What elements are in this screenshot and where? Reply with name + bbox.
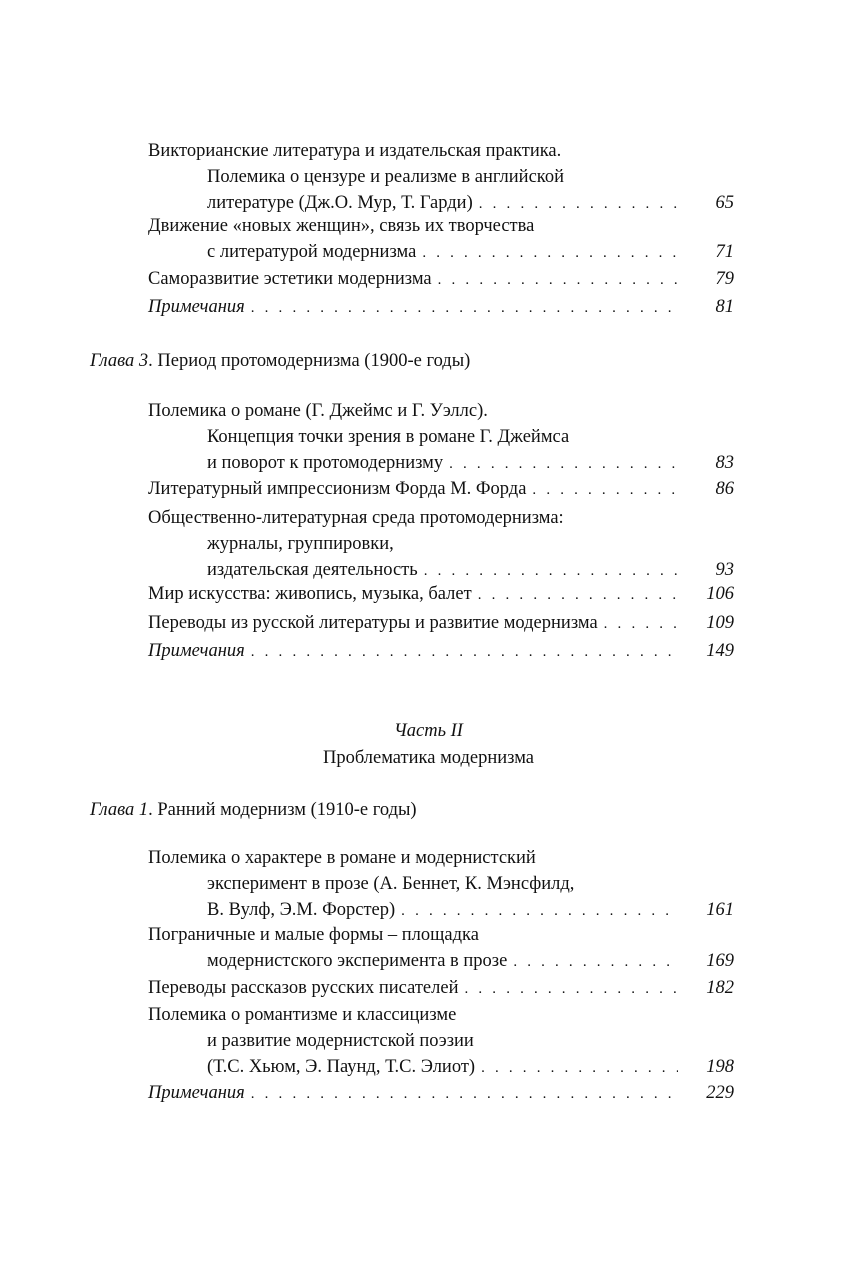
toc-entry-last-line <box>148 610 734 636</box>
toc-entry <box>148 266 734 292</box>
chapter-title: . Ранний модернизм (1910-е годы) <box>148 800 417 820</box>
toc-entry-text: с литературой модернизма <box>207 242 417 263</box>
dot-leader <box>422 240 678 266</box>
page-number: 149 <box>706 641 734 661</box>
page-number: 182 <box>706 978 734 998</box>
toc-entry <box>148 505 734 584</box>
toc-entry-last-line <box>148 948 734 974</box>
toc-entry <box>148 845 734 924</box>
toc-entry-text: Литературный импрессионизм Форда М. Форда <box>148 479 527 499</box>
toc-entry-last-line <box>148 450 734 476</box>
toc-entry-text: модернистского эксперимента в прозе <box>207 951 508 972</box>
toc-entry-last-line <box>148 294 734 320</box>
dot-leader <box>251 1081 678 1107</box>
toc-entry-last-line <box>148 975 734 1001</box>
chapter-heading <box>90 797 417 823</box>
page-number: 161 <box>706 900 734 921</box>
dot-leader <box>438 267 678 293</box>
dot-leader <box>604 611 678 637</box>
page-number: 86 <box>715 479 734 499</box>
toc-entry-last-line <box>148 239 734 265</box>
toc-entry-notes <box>148 294 734 320</box>
toc-entry <box>148 1002 734 1081</box>
toc-entry <box>148 476 734 502</box>
toc-entry-notes <box>148 638 734 664</box>
toc-entry <box>148 610 734 636</box>
dot-leader <box>401 898 678 924</box>
toc-entry-text: Переводы рассказов русских писателей <box>148 978 459 998</box>
page-number: 169 <box>706 951 734 972</box>
toc-entry <box>148 398 734 477</box>
toc-entry-text: Примечания <box>148 641 245 661</box>
toc-entry-last-line <box>148 1080 734 1106</box>
toc-entry-last-line <box>148 266 734 292</box>
toc-entry-last-line <box>148 557 734 583</box>
dot-leader <box>532 477 678 503</box>
page-number: 109 <box>706 613 734 633</box>
page-number: 83 <box>715 453 734 474</box>
dot-leader <box>465 976 679 1002</box>
toc-entry-line: Полемика о романтизме и классицизме <box>148 1005 457 1025</box>
toc-entry-line: Викторианские литература и издательская практика. <box>148 141 562 161</box>
toc-entry-line: Движение «новых женщин», связь их творчества <box>148 216 535 236</box>
toc-entry-text: В. Вулф, Э.М. Форстер) <box>207 900 396 921</box>
toc-entry-last-line <box>148 476 734 502</box>
toc-entry-text: Саморазвитие эстетики модернизма <box>148 269 432 289</box>
toc-entry-text: Примечания <box>148 1083 245 1103</box>
toc-entry <box>148 138 734 217</box>
page-number: 79 <box>715 269 734 289</box>
toc-entry-line: Концепция точки зрения в романе Г. Джеймса <box>207 427 570 448</box>
part-label: Часть II <box>394 721 463 741</box>
toc-entry-line: Пограничные и малые формы – площадка <box>148 925 479 945</box>
page-number: 71 <box>715 242 734 263</box>
toc-entry-last-line <box>148 1054 734 1080</box>
chapter-label: Глава 1 <box>90 800 149 820</box>
toc-entry-line: Полемика о характере в романе и модернистский <box>148 848 536 868</box>
dot-leader <box>251 295 678 321</box>
toc-entry-notes <box>148 1080 734 1106</box>
part-heading <box>0 718 857 772</box>
toc-entry-last-line <box>148 581 734 607</box>
page-number: 229 <box>706 1083 734 1103</box>
toc-entry-text: Переводы из русской литературы и развитие модернизма <box>148 613 598 633</box>
dot-leader <box>449 451 678 477</box>
toc-entry-line: Полемика о романе (Г. Джеймс и Г. Уэллс). <box>148 401 488 421</box>
chapter-title: . Период протомодернизма (1900-е годы) <box>148 351 471 371</box>
toc-entry-text: Мир искусства: живопись, музыка, балет <box>148 584 472 604</box>
toc-entry <box>148 213 734 265</box>
toc-entry-text: литературе (Дж.О. Мур, Т. Гарди) <box>207 193 473 214</box>
toc-entry-text: и поворот к протомодернизму <box>207 453 444 474</box>
page-number: 65 <box>715 193 734 214</box>
page-number: 93 <box>715 560 734 581</box>
page-number: 81 <box>715 297 734 317</box>
page-number: 106 <box>706 584 734 604</box>
toc-entry-text: издательская деятельность <box>207 560 418 581</box>
toc-entry <box>148 922 734 974</box>
dot-leader <box>251 639 678 665</box>
toc-entry-line: и развитие модернистской поэзии <box>207 1031 474 1052</box>
page-number: 198 <box>706 1057 734 1078</box>
toc-entry-text: (Т.С. Хьюм, Э. Паунд, Т.С. Элиот) <box>207 1057 476 1078</box>
dot-leader <box>481 1055 678 1081</box>
toc-entry-line: Общественно-литературная среда протомодернизма: <box>148 508 564 528</box>
dot-leader <box>478 582 678 608</box>
toc-entry-text: Примечания <box>148 297 245 317</box>
toc-entry-last-line <box>148 897 734 923</box>
part-title: Проблематика модернизма <box>322 748 535 768</box>
chapter-label: Глава 3 <box>90 351 149 371</box>
chapter-heading <box>90 348 470 374</box>
toc-entry <box>148 581 734 607</box>
toc-entry-line: Полемика о цензуре и реализме в английской <box>207 167 564 188</box>
dot-leader <box>513 949 678 975</box>
toc-entry-last-line <box>148 638 734 664</box>
toc-entry-line: журналы, группировки, <box>207 534 394 555</box>
toc-entry-line: эксперимент в прозе (А. Беннет, К. Мэнсфилд, <box>207 874 575 895</box>
toc-entry <box>148 975 734 1001</box>
